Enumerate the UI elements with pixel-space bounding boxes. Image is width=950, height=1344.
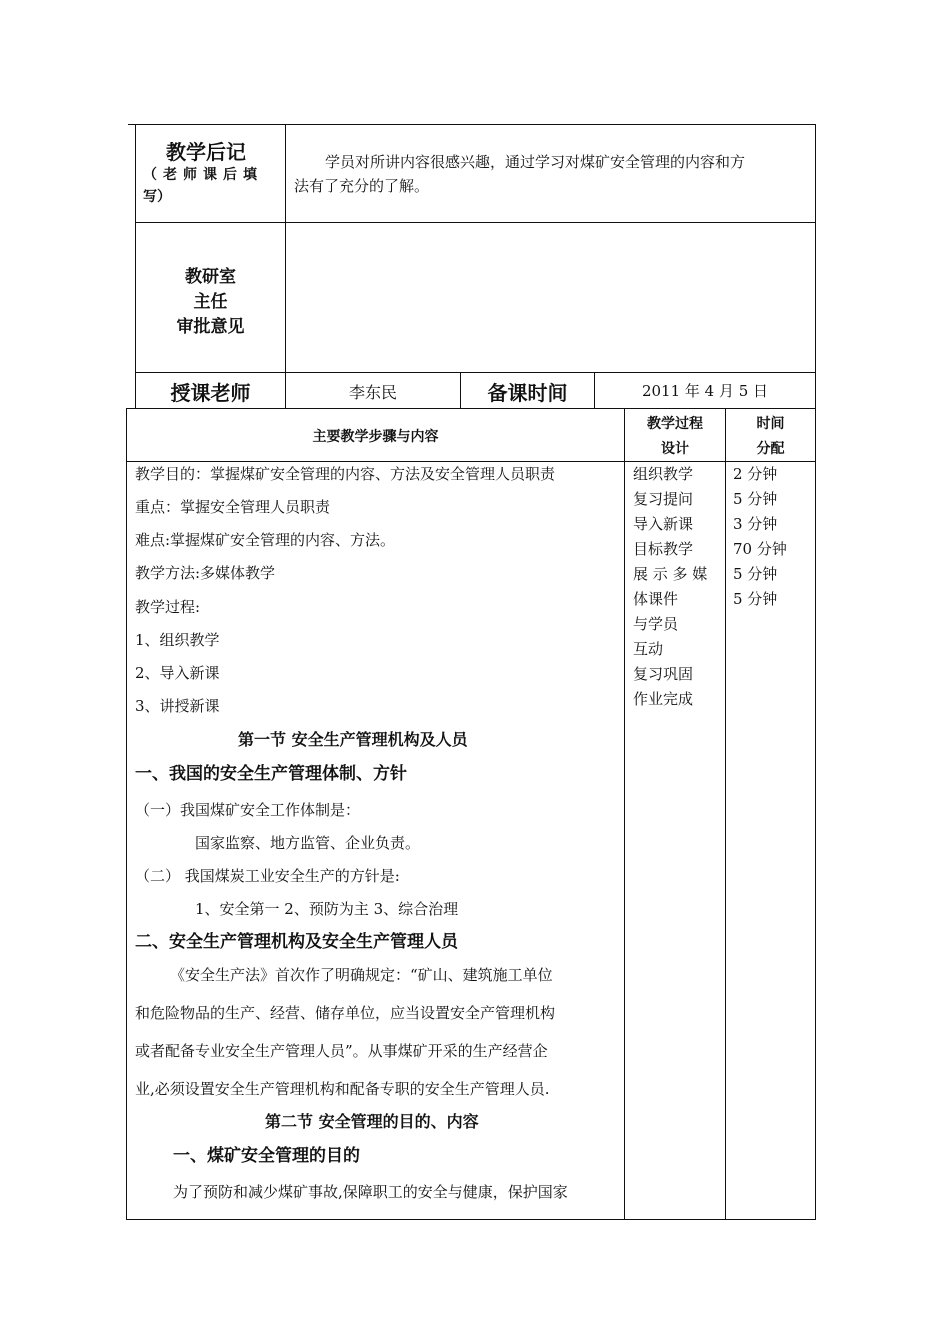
main-col-header: 主要教学步骤与内容	[312, 429, 439, 445]
difficulty: 难点:掌握煤矿安全管理的内容、方法。	[135, 531, 396, 549]
process-item: 复习提问	[633, 490, 694, 508]
prep-date: 2011 年 4 月 5 日	[641, 382, 769, 400]
row-divider	[135, 222, 815, 223]
jys-line-1: 教研室	[185, 267, 236, 287]
teacher-label: 授课老师	[170, 381, 251, 405]
purpose: 教学目的：掌握煤矿安全管理的内容、方法及安全管理人员职责	[135, 465, 556, 483]
time-item: 2 分钟	[733, 465, 778, 483]
section-1-para-8: 业,必须设置安全生产管理机构和配备专职的安全生产管理人员.	[135, 1080, 550, 1098]
section-1-para-2: 国家监察、地方监管、企业负责。	[195, 834, 421, 852]
houji-sub-1: （老师课后填	[143, 167, 263, 183]
section-1-para-3: （二） 我国煤炭工业安全生产的方针是:	[135, 867, 400, 885]
step-1: 1、组织教学	[135, 631, 220, 649]
col-divider	[624, 408, 625, 1220]
section-2-heading-1: 一、煤矿安全管理的目的	[173, 1146, 360, 1166]
time-item: 5 分钟	[733, 590, 778, 608]
table-top-border	[135, 124, 815, 125]
houji-sub-2: 写）	[143, 189, 171, 205]
process-col-header-2: 设计	[661, 441, 689, 457]
jys-line-3: 审批意见	[176, 317, 245, 337]
row-divider	[135, 372, 815, 373]
time-col-header-2: 分配	[756, 441, 785, 457]
time-item: 3 分钟	[733, 515, 778, 533]
process-item: 与学员	[633, 615, 679, 633]
process-item: 复习巩固	[633, 665, 694, 683]
process-col-header-1: 教学过程	[647, 416, 703, 432]
process-item: 组织教学	[633, 465, 694, 483]
section-1-title: 第一节 安全生产管理机构及人员	[238, 730, 468, 749]
time-item: 5 分钟	[733, 565, 778, 583]
process-label: 教学过程:	[135, 598, 201, 616]
method: 教学方法:多媒体教学	[135, 564, 276, 582]
process-item: 体课件	[633, 590, 679, 608]
table-bottom-border	[126, 1219, 815, 1220]
header-divider	[126, 461, 815, 462]
section-1-heading-2: 二、安全生产管理机构及安全生产管理人员	[135, 932, 458, 952]
section-1-heading-1: 一、我国的安全生产管理体制、方针	[135, 764, 407, 784]
process-item: 作业完成	[633, 690, 694, 708]
section-1-para-6: 和危险物品的生产、经营、储存单位，应当设置安全产管理机构	[135, 1004, 556, 1022]
time-col-header-1: 时间	[756, 416, 785, 432]
col-divider	[285, 124, 286, 408]
time-item: 5 分钟	[733, 490, 778, 508]
process-item: 互动	[633, 640, 664, 658]
section-1-para-5: 《安全生产法》首次作了明确规定：“矿山、建筑施工单位	[170, 966, 553, 984]
step-2: 2、导入新课	[135, 664, 220, 682]
process-item: 导入新课	[633, 515, 694, 533]
key-point: 重点：掌握安全管理人员职责	[135, 498, 331, 516]
process-item: 展 示 多 媒	[633, 565, 708, 583]
col-divider	[725, 408, 726, 1220]
process-item: 目标教学	[633, 540, 694, 558]
houji-label: 教学后记	[166, 140, 246, 164]
time-item: 70 分钟	[733, 540, 787, 558]
section-1-para-4: 1、安全第一 2、预防为主 3、综合治理	[195, 900, 459, 918]
teacher-name: 李东民	[348, 383, 397, 402]
houji-text-1: 学员对所讲内容很感兴趣，通过学习对煤矿安全管理的内容和方	[325, 153, 746, 171]
jys-line-2: 主任	[193, 292, 228, 312]
table-right-border	[815, 124, 816, 408]
prep-label: 备课时间	[487, 381, 568, 405]
step-3: 3、讲授新课	[135, 697, 220, 715]
table-left-border	[126, 408, 127, 1220]
houji-text-2: 法有了充分的了解。	[294, 177, 430, 195]
section-2-title: 第二节 安全管理的目的、内容	[265, 1112, 479, 1131]
table-right-border	[815, 408, 816, 1220]
section-2-para-1: 为了预防和减少煤矿事故,保障职工的安全与健康，保护国家	[173, 1183, 568, 1201]
section-1-para-1: （一）我国煤矿安全工作体制是：	[135, 801, 361, 819]
section-1-para-7: 或者配备专业安全生产管理人员”。从事煤矿开采的生产经营企	[135, 1042, 548, 1060]
row-divider	[126, 408, 815, 409]
